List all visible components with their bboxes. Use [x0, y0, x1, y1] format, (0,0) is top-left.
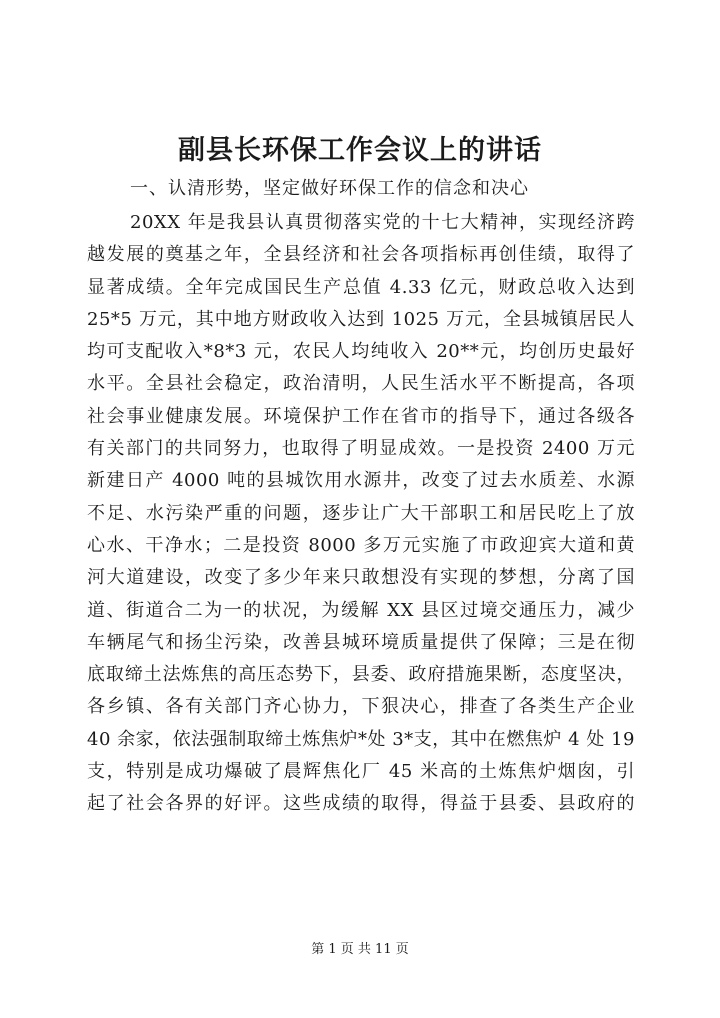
paragraph-line: 新建日产 4000 吨的县城饮用水源井，改变了过去水质差、水源 [87, 470, 635, 492]
paragraph-line: 25*5 万元，其中地方财政收入达到 1025 万元，全县城镇居民人 [87, 308, 635, 330]
paragraph-line: 不足、水污染严重的问题，逐步让广大干部职工和居民吃上了放 [87, 502, 635, 524]
section-heading: 一、认清形势，坚定做好环保工作的信念和决心 [130, 178, 529, 199]
paragraph-line: 起了社会各界的好评。这些成绩的取得，得益于县委、县政府的 [87, 793, 635, 815]
paragraph-line: 越发展的奠基之年，全县经济和社会各项指标再创佳绩，取得了 [87, 244, 635, 266]
document-title: 副县长环保工作会议上的讲话 [178, 135, 542, 166]
page-number: 第 1 页 共 11 页 [311, 942, 409, 957]
paragraph-line: 均可支配收入*8*3 元，农民人均纯收入 20**元，均创历史最好 [87, 341, 635, 363]
paragraph-line: 有关部门的共同努力，也取得了明显成效。一是投资 2400 万元 [87, 438, 635, 460]
paragraph-line: 支，特别是成功爆破了晨辉焦化厂 45 米高的土炼焦炉烟囱，引 [87, 761, 635, 783]
paragraph-line: 水平。全县社会稳定，政治清明，人民生活水平不断提高，各项 [87, 373, 635, 395]
paragraph-line: 社会事业健康发展。环境保护工作在省市的指导下，通过各级各 [87, 405, 635, 427]
paragraph-line: 40 余家，依法强制取缔土炼焦炉*处 3*支，其中在燃焦炉 4 处 19 [87, 728, 635, 750]
paragraph-line: 车辆尾气和扬尘污染，改善县城环境质量提供了保障；三是在彻 [87, 631, 635, 653]
paragraph-line: 各乡镇、各有关部门齐心协力，下狠决心，排查了各类生产企业 [87, 696, 635, 718]
paragraph-line: 河大道建设，改变了多少年来只敢想没有实现的梦想，分离了国 [87, 567, 635, 589]
paragraph-line: 底取缔土法炼焦的高压态势下，县委、政府措施果断，态度坚决， [87, 664, 635, 686]
body-paragraph [87, 207, 635, 821]
paragraph-line: 道、街道合二为一的状况，为缓解 XX 县区过境交通压力，减少 [87, 599, 635, 621]
paragraph-line: 显著成绩。全年完成国民生产总值 4.33 亿元，财政总收入达到 [87, 276, 635, 298]
paragraph-line: 心水、干净水；二是投资 8000 多万元实施了市政迎宾大道和黄 [87, 534, 635, 556]
paragraph-line: 20XX 年是我县认真贯彻落实党的十七大精神，实现经济跨 [130, 212, 635, 233]
